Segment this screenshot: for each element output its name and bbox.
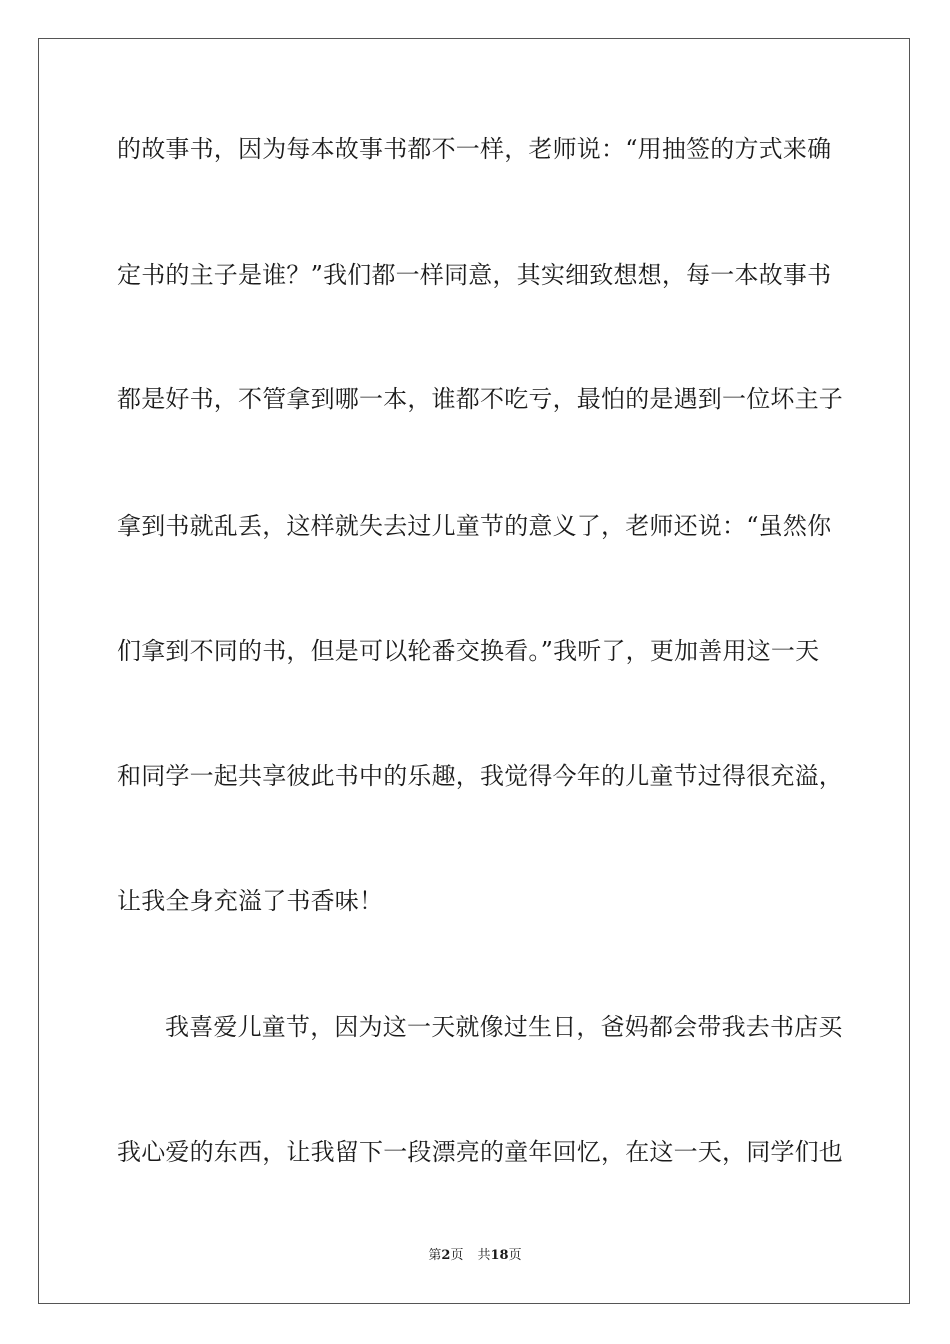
body-line-4: 拿到书就乱丢，这样就失去过儿童节的意义了，老师还说：“虽然你 <box>117 512 832 540</box>
total-prefix: 共 <box>477 1248 491 1263</box>
body-line-6: 和同学一起共享彼此书中的乐趣，我觉得今年的儿童节过得很充溢， <box>117 762 843 790</box>
body-line-2: 定书的主子是谁？”我们都一样同意，其实细致想想，每一本故事书 <box>117 261 832 289</box>
page-suffix: 页 <box>450 1248 464 1263</box>
page-border <box>38 38 910 1304</box>
body-line-3: 都是好书，不管拿到哪一本，谁都不吃亏，最怕的是遇到一位坏主子 <box>117 385 843 413</box>
body-line-7: 让我全身充溢了书香味！ <box>117 887 384 915</box>
body-line-9: 我心爱的东西，让我留下一段漂亮的童年回忆，在这一天，同学们也 <box>117 1138 843 1166</box>
total-pages: 18 <box>490 1248 509 1263</box>
body-line-1: 的故事书，因为每本故事书都不一样，老师说：“用抽签的方式来确 <box>117 135 832 163</box>
total-suffix: 页 <box>508 1248 522 1263</box>
page-prefix: 第 <box>428 1248 442 1263</box>
body-line-5: 们拿到不同的书，但是可以轮番交换看。”我听了，更加善用这一天 <box>117 637 820 665</box>
paragraph-start-line: 我喜爱儿童节，因为这一天就像过生日，爸妈都会带我去书店买 <box>165 1013 843 1041</box>
page-footer <box>0 1247 950 1265</box>
page-number: 2 <box>441 1248 451 1263</box>
